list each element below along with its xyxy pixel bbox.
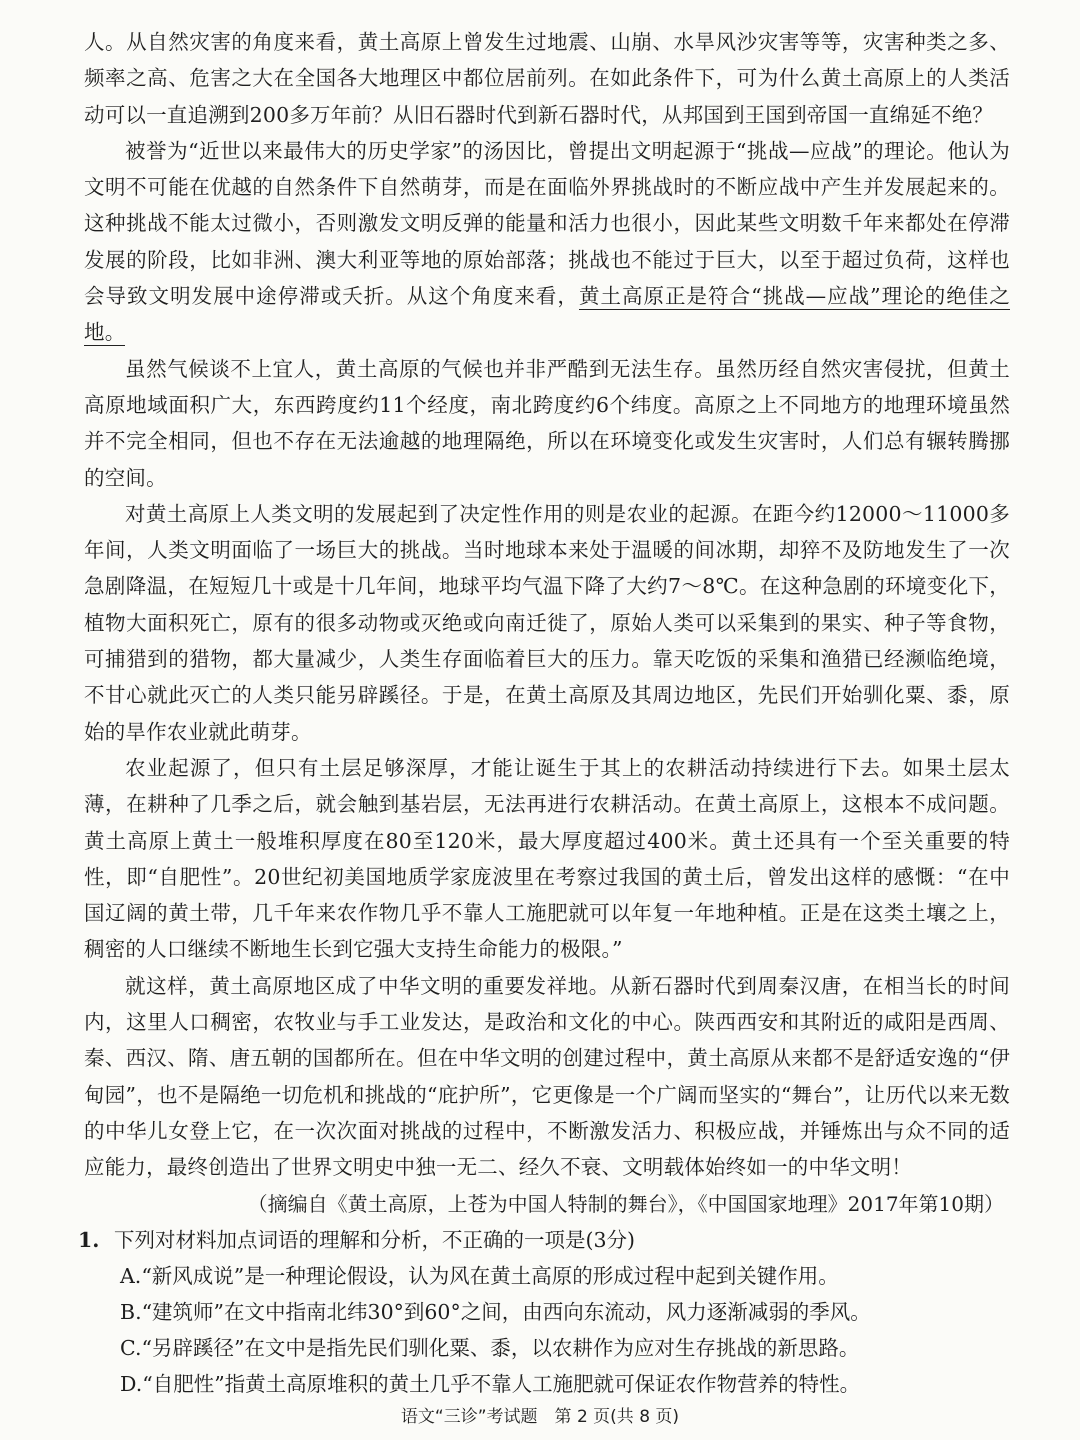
paragraph-6: 就这样，黄土高原地区成了中华文明的重要发祥地。从新石器时代到周秦汉唐，在相当长的时间内，这里人口稠密，农牧业与手工业发达，是政治和文化的中心。陕西西安和其附近的咸阳是西周、秦、西汉、隋、唐五朝的国都所在。但在中华文明的创建过程中，黄土高原从来都不是舒适安逸的“伊甸园”，也不是隔绝一切危机和挑战的“庇护所”，它更像是一个广阔而坚实的“舞台”，让历代以来无数的中华儿女登上它，在一次次面对挑战的过程中，不断激发活力、积极应战，并锤炼出与众不同的适应能力，最终创造出了世界文明史中独一无二、经久不衰、文明载体始终如一的中华文明！: [84, 973, 1010, 1180]
paragraph-2: [84, 133, 1010, 351]
underlined-sentence: 黄土高原正是符合“挑战—应战”理论的绝佳之地。: [84, 284, 1010, 345]
option-b: B.“建筑师”在文中指南北纬30°到60°之间，由西向东流动，风力逐渐减弱的季风。: [120, 1299, 871, 1324]
page-footer: 语文“三诊”考试题 第 2 页(共 8 页): [400, 1407, 680, 1427]
paragraph-4: 对黄土高原上人类文明的发展起到了决定性作用的则是农业的起源。在距今约12000～11000多年间，人类文明面临了一场巨大的挑战。当时地球本来处于温暖的间冰期，却猝不及防地发生了一次急剧降温，在短短几十或是十几年间，地球平均气温下降了大约7～8℃。在这种急剧的环境变化下，植物大面积死亡，原有的很多动物或灭绝或向南迁徙了，原始人类可以采集到的果实、种子等食物，可捕猎到的猎物，都大量减少，人类生存面临着巨大的压力。靠天吃饭的采集和渔猎已经濒临绝境，不甘心就此灭亡的人类只能另辟蹊径。于是，在黄土高原及其周边地区，先民们开始驯化粟、黍，原始的旱作农业就此萌芽。: [84, 501, 1010, 744]
question-number: 1.: [78, 1227, 100, 1252]
option-a: A.“新风成说”是一种理论假设，认为风在黄土高原的形成过程中起到关键作用。: [120, 1263, 839, 1288]
paragraph-3: 虽然气候谈不上宜人，黄土高原的气候也并非严酷到无法生存。虽然历经自然灾害侵扰，但黄土高原地域面积广大，东西跨度约11个经度，南北跨度约6个纬度。高原之上不同地方的地理环境虽然并不完全相同，但也不存在无法逾越的地理隔绝，所以在环境变化或发生灾害时，人们总有辗转腾挪的空间。: [84, 356, 1010, 490]
question-1: [78, 1222, 1010, 1258]
question-stem: 下列对材料加点词语的理解和分析，不正确的一项是(3分): [114, 1227, 636, 1252]
paragraph-1: 人。从自然灾害的角度来看，黄土高原上曾发生过地震、山崩、水旱风沙灾害等等，灾害种类之多、频率之高、危害之大在全国各大地理区中都位居前列。在如此条件下，可为什么黄土高原上的人类活动可以一直追溯到200多万年前？从旧石器时代到新石器时代，从邦国到王国到帝国一直绵延不绝？: [84, 30, 1010, 127]
paragraph-5: 农业起源了，但只有土层足够深厚，才能让诞生于其上的农耕活动持续进行下去。如果土层太薄，在耕种了几季之后，就会触到基岩层，无法再进行农耕活动。在黄土高原上，这根本不成问题。黄土高原上黄土一般堆积厚度在80至120米，最大厚度超过400米。黄土还具有一个至关重要的特性，即“自肥性”。20世纪初美国地质学家庞波里在考察过我国的黄土后，曾发出这样的感慨：“在中国辽阔的黄土带，几千年来农作物几乎不靠人工施肥就可以年复一年地种植。正是在这类土壤之上，稠密的人口继续不断地生长到它强大支持生命能力的极限。”: [84, 755, 1010, 962]
paragraph-2-text: 被誉为“近世以来最伟大的历史学家”的汤因比，曾提出文明起源于“挑战—应战”的理论。他认为文明不可能在优越的自然条件下自然萌芽，而是在面临外界挑战时的不断应战中产生并发展起来的。这种挑战不能太过微小，否则激发文明反弹的能量和活力也很小，因此某些文明数千年来都处在停滞发展的阶段，比如非洲、澳大利亚等地的原始部落；挑战也不能过于巨大，以至于超过负荷，这样也会导致文明发展中途停滞或夭折。从这个角度来看，: [84, 138, 1010, 309]
option-c: C.“另辟蹊径”在文中是指先民们驯化粟、黍，以农耕作为应对生存挑战的新思路。: [120, 1335, 860, 1360]
source-citation: （摘编自《黄土高原，上苍为中国人特制的舞台》，《中国国家地理》2017年第10期）: [247, 1191, 1004, 1216]
option-d: D.“自肥性”指黄土高原堆积的黄土几乎不靠人工施肥就可保证农作物营养的特性。: [120, 1371, 861, 1396]
